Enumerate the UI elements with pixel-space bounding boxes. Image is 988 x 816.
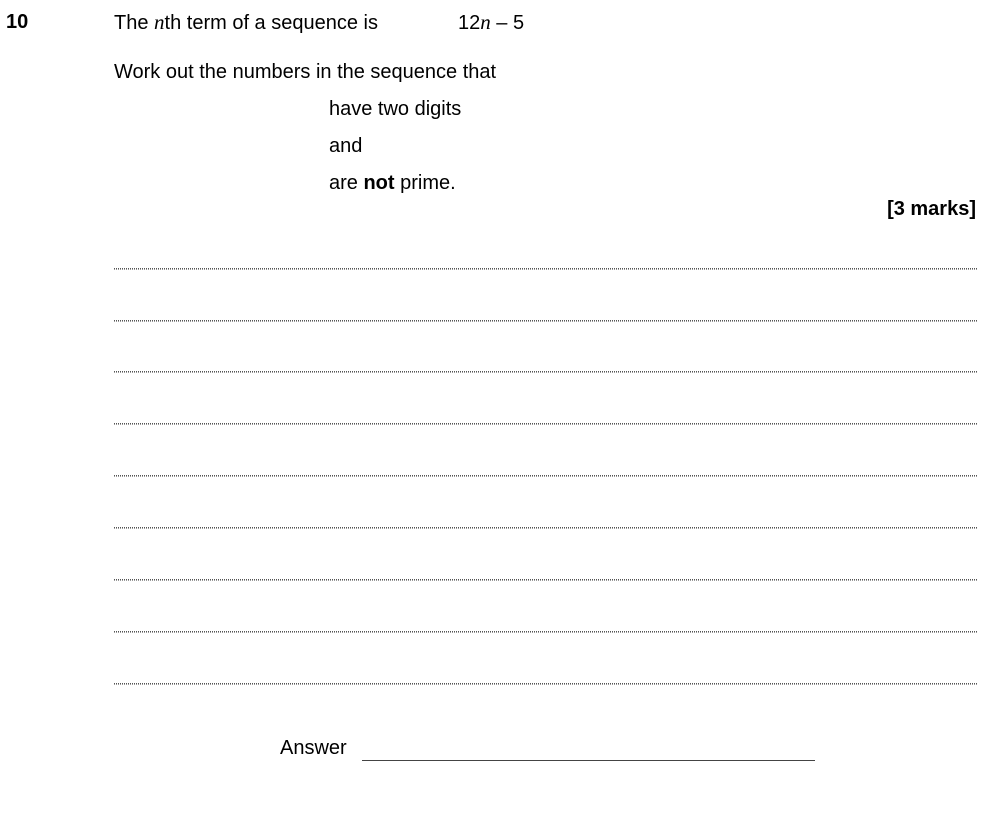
working-line[interactable]	[114, 268, 977, 270]
criterion-prefix: are	[329, 172, 364, 194]
working-line[interactable]	[114, 475, 977, 477]
instruction-text: Work out the numbers in the sequence that	[114, 61, 497, 83]
working-line[interactable]	[114, 371, 977, 373]
question-stem	[114, 12, 378, 33]
criterion-suffix: prime.	[394, 172, 456, 194]
criterion-two-digits: have two digits	[329, 98, 462, 120]
working-line[interactable]	[114, 579, 977, 581]
formula-coefficient: 12	[458, 12, 481, 34]
working-line[interactable]	[114, 683, 977, 685]
question-number: 10	[6, 11, 29, 33]
criterion-not-prime	[329, 173, 456, 193]
formula-rest: – 5	[490, 12, 525, 34]
stem-suffix: th term of a sequence is	[164, 12, 378, 34]
working-line[interactable]	[114, 527, 977, 529]
stem-prefix: The	[114, 12, 155, 34]
answer-label: Answer	[280, 737, 347, 759]
formula-variable: n	[480, 10, 491, 34]
marks-label: [3 marks]	[887, 198, 976, 220]
answer-line[interactable]	[362, 760, 815, 761]
working-line[interactable]	[114, 423, 977, 425]
criterion-and: and	[329, 135, 363, 157]
criterion-emphasis: not	[363, 172, 395, 194]
stem-variable: n	[154, 10, 165, 34]
nth-term-formula	[458, 12, 524, 33]
working-line[interactable]	[114, 320, 977, 322]
working-line[interactable]	[114, 631, 977, 633]
